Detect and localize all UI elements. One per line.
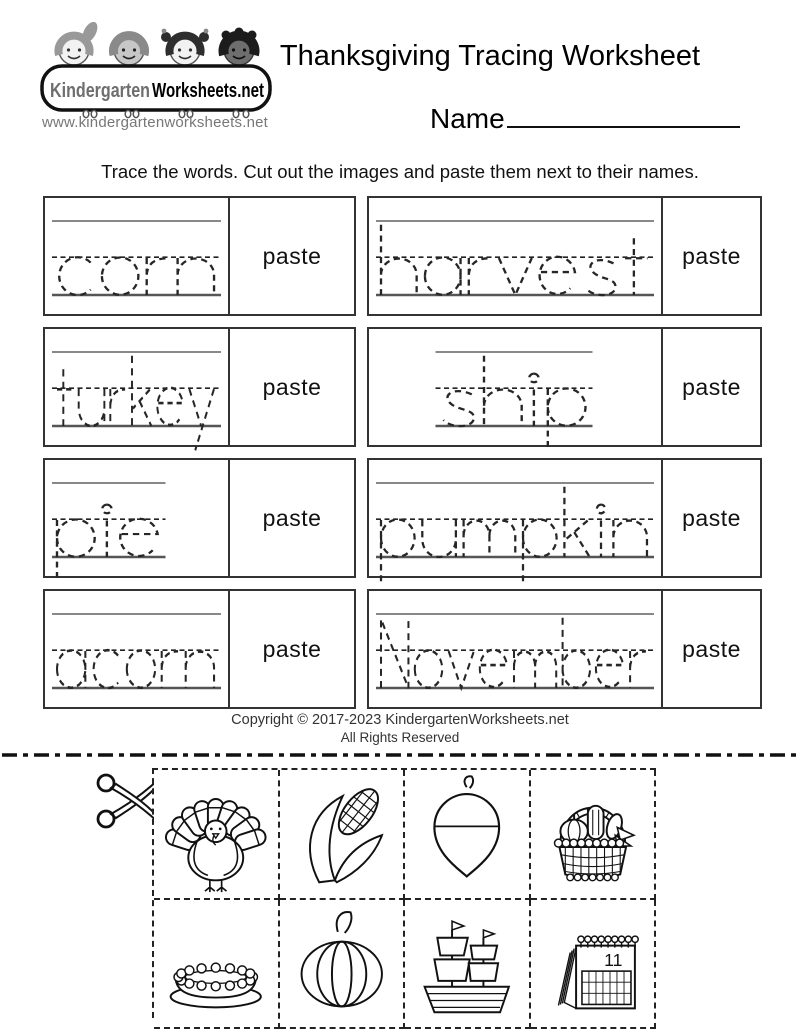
tracing-cell-turkey [43, 327, 356, 447]
tracing-word-area [369, 591, 661, 707]
paste-box [661, 591, 760, 707]
traceable-word-ship [369, 329, 657, 447]
paste-label: paste [262, 504, 322, 531]
pie-image [154, 900, 278, 1028]
cutout-cell-calendar [531, 900, 657, 1030]
name-row [430, 102, 740, 135]
paste-label: paste [682, 504, 741, 531]
traceable-word-pie [45, 460, 224, 578]
traceable-word-corn [45, 198, 224, 316]
cutout-cell-acorn [405, 770, 531, 900]
corn-image [280, 770, 404, 898]
tracing-word-area [369, 329, 661, 445]
ship-image [405, 900, 529, 1028]
paste-box [661, 329, 760, 445]
paste-label: paste [262, 373, 322, 400]
page-title: Thanksgiving Tracing Worksheet [279, 40, 701, 72]
pumpkin-image [280, 900, 404, 1028]
paste-box [661, 460, 760, 576]
tracing-word-area [45, 460, 228, 576]
kindergartenworksheets-logo [30, 14, 280, 119]
traceable-word-turkey [45, 329, 224, 447]
copyright-line: Copyright © 2017-2023 KindergartenWorksheets.net [231, 712, 569, 728]
tracing-cell-acorn [43, 589, 356, 709]
logo-kid-boy-dark [222, 28, 257, 66]
paste-label: paste [682, 373, 741, 400]
tracing-cell-harvest [367, 196, 762, 316]
traceable-word-acorn [45, 591, 224, 709]
logo-kid-girl-pigtails [161, 29, 209, 65]
name-blank-line [507, 102, 740, 128]
cutout-cell-pie [154, 900, 280, 1030]
paste-label: paste [682, 242, 741, 269]
paste-box [228, 460, 354, 576]
calendar-number: 11 [603, 949, 622, 970]
tracing-cell-corn [43, 196, 356, 316]
cutout-cell-corn [280, 770, 406, 900]
tracing-word-area [45, 198, 228, 314]
paste-box [228, 591, 354, 707]
turkey-image [154, 770, 278, 898]
logo-brand-worksheets: Worksheets.net [152, 79, 265, 102]
traceable-word-harvest [369, 198, 657, 316]
tracing-cell-November [367, 589, 762, 709]
tracing-word-area [45, 591, 228, 707]
cutout-cell-pumpkin [280, 900, 406, 1030]
logo-url: www.kindergartenworksheets.net [41, 114, 269, 131]
calendar-image [531, 900, 655, 1028]
cut-line [0, 748, 800, 762]
acorn-image [405, 770, 529, 898]
copyright-block [0, 712, 800, 745]
tracing-cell-pie [43, 458, 356, 578]
traceable-word-November [369, 591, 657, 709]
paste-box [228, 329, 354, 445]
instruction-text: Trace the words. Cut out the images and paste them next to their names. [101, 161, 699, 182]
name-label: Name [430, 103, 505, 134]
cutout-image-grid [152, 768, 656, 1018]
tracing-word-area [45, 329, 228, 445]
rights-line: All Rights Reserved [340, 730, 460, 745]
logo-kid-boy-gray [114, 35, 145, 65]
tracing-word-area [369, 460, 661, 576]
paste-box [228, 198, 354, 314]
traceable-word-pumpkin [369, 460, 657, 578]
tracing-cell-pumpkin [367, 458, 762, 578]
cutout-cell-ship [405, 900, 531, 1030]
tracing-cell-ship [367, 327, 762, 447]
harvest-basket-image [531, 770, 655, 898]
cutout-cell-harvest-basket [531, 770, 657, 900]
paste-label: paste [262, 242, 322, 269]
logo-kid-girl-gray [59, 19, 101, 65]
paste-box [661, 198, 760, 314]
paste-label: paste [682, 635, 741, 662]
tracing-word-area [369, 198, 661, 314]
paste-label: paste [262, 635, 322, 662]
logo-brand-kindergarten: Kindergarten [50, 79, 150, 102]
cutout-cell-turkey [154, 770, 280, 900]
